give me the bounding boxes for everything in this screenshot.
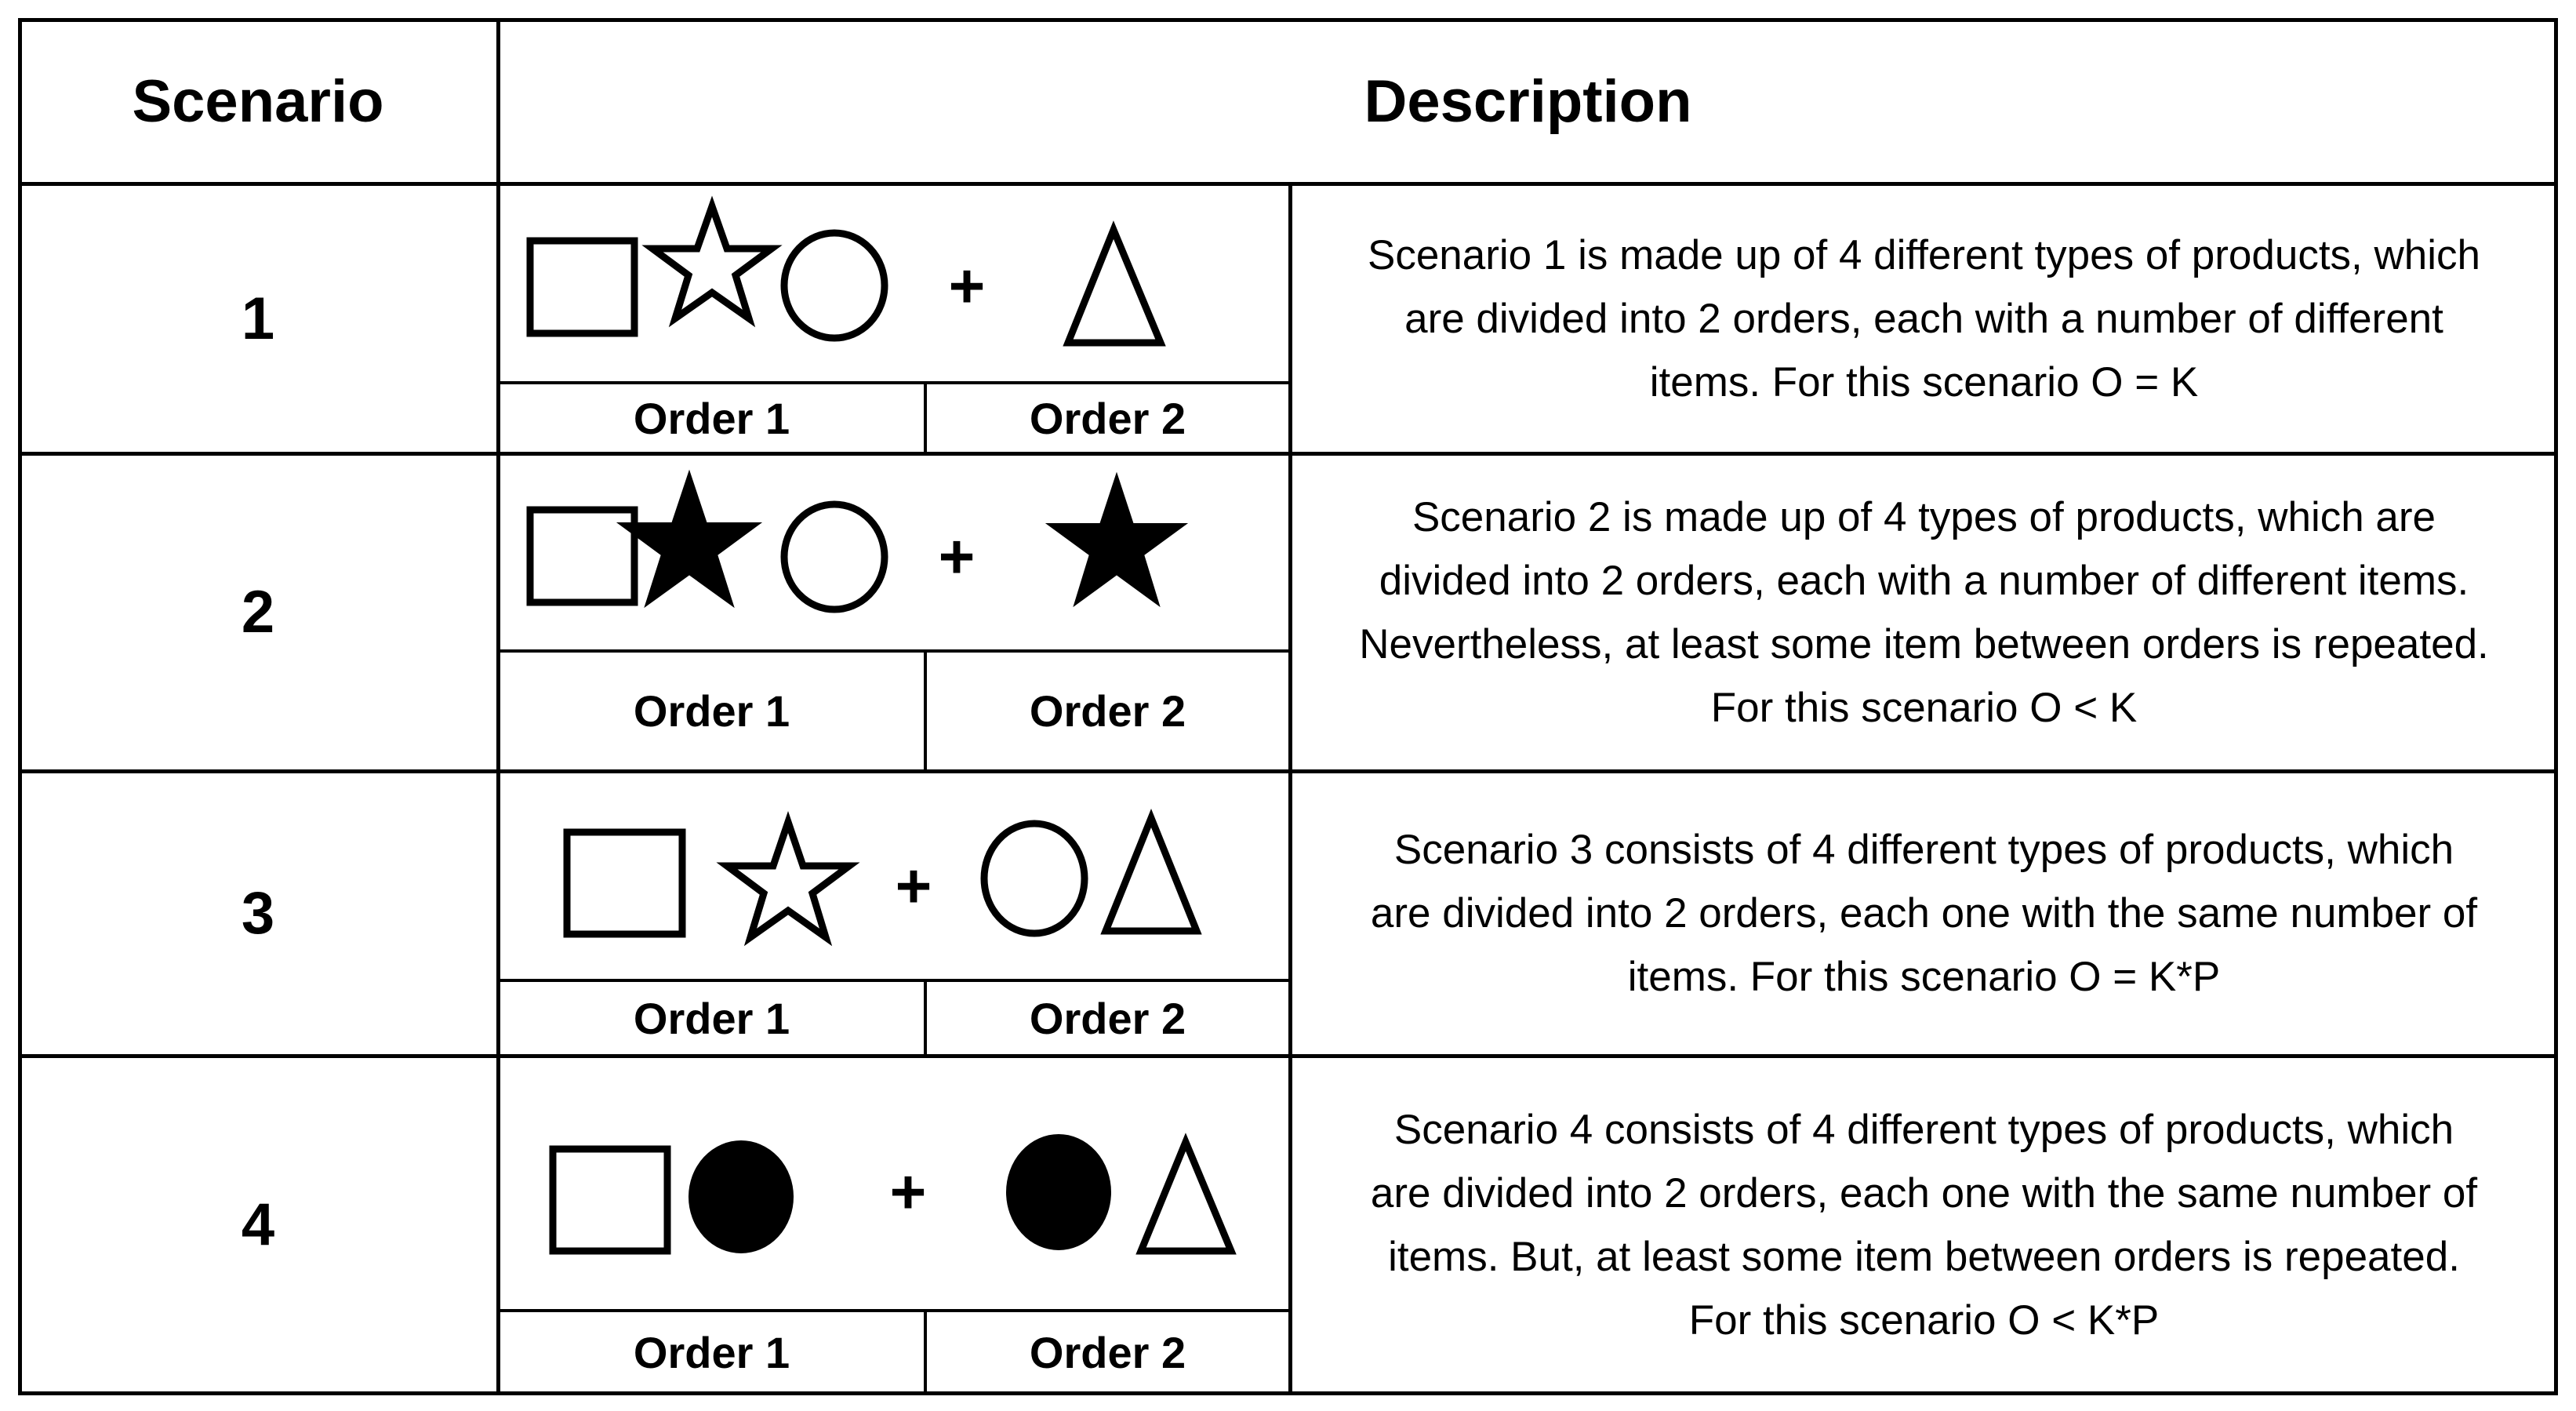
triangle-outline-icon	[1106, 818, 1197, 931]
description-line: Scenario 2 is made up of 4 types of products, which are	[1412, 493, 2436, 540]
scenario-number-3: 3	[241, 880, 275, 947]
description-line: are divided into 2 orders, each one with the same number of	[1370, 1169, 2478, 1216]
plus-sign: +	[948, 251, 986, 321]
scenario-number-4: 4	[241, 1191, 275, 1258]
description-column-header: Description	[1364, 68, 1692, 135]
column-divider	[496, 18, 500, 1395]
order-divider	[924, 1309, 927, 1394]
circle-outline-icon	[784, 504, 885, 609]
description-line: are divided into 2 orders, each with a number of different	[1404, 295, 2443, 342]
order-divider	[924, 381, 927, 453]
table-border-right	[2554, 18, 2558, 1395]
description-line: Scenario 3 consists of 4 different types of products, which	[1393, 827, 2454, 873]
circle-filled-icon	[1008, 1136, 1110, 1249]
order-1-label: Order 1	[633, 686, 790, 736]
square-outline-icon	[553, 1149, 667, 1251]
description-line: For this scenario O < K	[1710, 684, 2138, 731]
order-1-label: Order 1	[633, 1327, 790, 1377]
scenario-column-header: Scenario	[132, 68, 384, 135]
description-line: For this scenario O < K*P	[1688, 1296, 2160, 1344]
square-outline-icon	[567, 832, 682, 934]
order-divider	[496, 381, 1290, 384]
row-divider	[18, 769, 2558, 773]
scenario-number-2: 2	[241, 579, 275, 645]
row-divider	[18, 452, 2558, 456]
order-1-label: Order 1	[633, 393, 790, 443]
triangle-outline-icon	[1068, 230, 1161, 343]
star-filled-icon	[621, 475, 758, 604]
star-outline-icon	[727, 822, 849, 937]
description-line: Scenario 4 consists of 4 different types of products, which	[1393, 1106, 2454, 1153]
order-divider	[924, 649, 927, 771]
circle-filled-icon	[690, 1142, 792, 1252]
circle-outline-icon	[784, 233, 885, 338]
order-divider	[496, 649, 1290, 653]
order-divider	[496, 979, 1290, 982]
order-2-label: Order 2	[1029, 686, 1186, 736]
order-2-label: Order 2	[1029, 1327, 1186, 1377]
description-line: are divided into 2 orders, each one with the same number of	[1370, 890, 2478, 936]
order-divider	[924, 979, 927, 1056]
plus-sign: +	[938, 522, 976, 591]
description-line: items. For this scenario O = K*P	[1627, 954, 2221, 1000]
star-outline-icon	[652, 206, 772, 318]
description-line: Scenario 1 is made up of 4 different types of products, which	[1367, 231, 2481, 278]
order-divider	[496, 1309, 1290, 1312]
square-outline-icon	[530, 241, 634, 333]
row-divider	[18, 1054, 2558, 1058]
table-border-left	[18, 18, 22, 1395]
table-border-top	[18, 18, 2558, 22]
row-divider	[18, 182, 2558, 186]
description-line: divided into 2 orders, each with a number of different items.	[1379, 557, 2469, 604]
description-line: items. But, at least some item between orders is repeated.	[1388, 1233, 2460, 1280]
column-divider	[1288, 182, 1292, 1395]
triangle-outline-icon	[1141, 1142, 1231, 1251]
description-line: items. For this scenario O = K	[1649, 358, 2199, 405]
star-filled-icon	[1050, 477, 1183, 603]
plus-sign: +	[895, 851, 932, 921]
order-2-label: Order 2	[1029, 993, 1186, 1043]
scenario-number-1: 1	[241, 285, 275, 352]
circle-outline-icon	[984, 824, 1085, 933]
plus-sign: +	[889, 1157, 927, 1227]
order-1-label: Order 1	[633, 993, 790, 1043]
description-line: Nevertheless, at least some item between orders is repeated.	[1359, 620, 2489, 667]
order-2-label: Order 2	[1029, 393, 1186, 443]
